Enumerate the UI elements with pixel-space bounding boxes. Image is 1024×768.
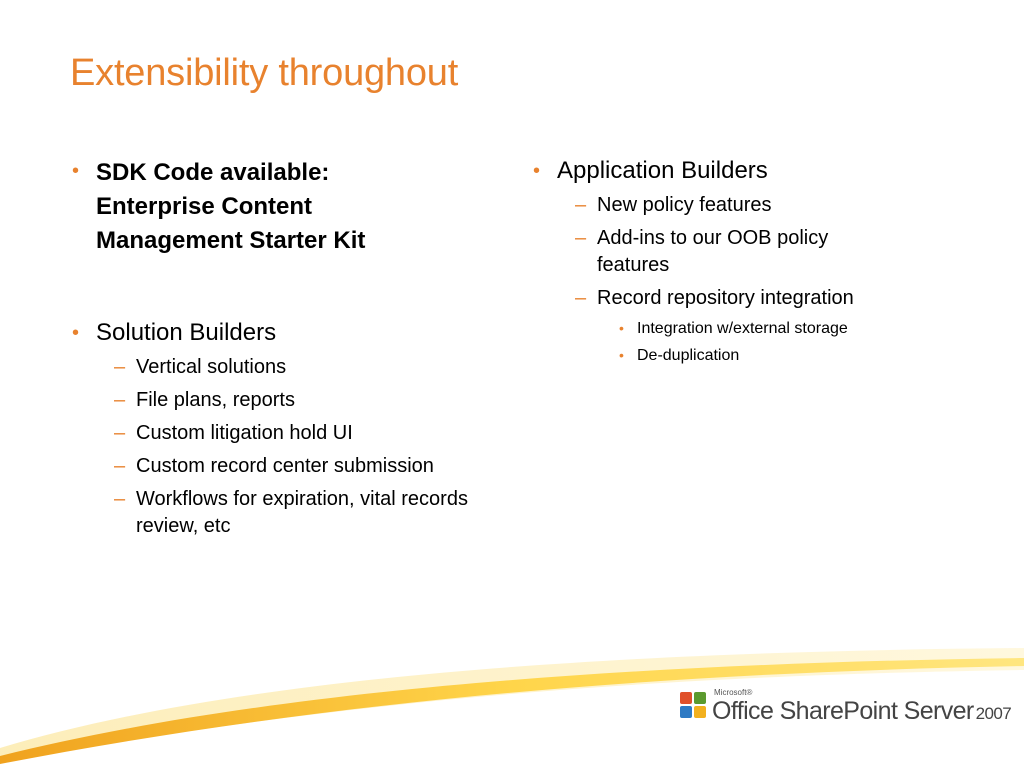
sdk-line-1: SDK Code available: (96, 159, 330, 186)
list-item-text: Vertical solutions (136, 356, 287, 378)
dash-icon: – (575, 287, 587, 309)
sdk-line-2: Enterprise Content (96, 193, 313, 220)
list-item-text: Custom litigation hold UI (136, 422, 353, 444)
list-item (114, 354, 512, 381)
list-item (617, 318, 953, 339)
dash-icon: – (575, 227, 587, 249)
dash-icon: – (114, 356, 126, 378)
bullet-icon: • (619, 320, 624, 336)
dash-icon: – (114, 389, 126, 411)
list-item-text: File plans, reports (136, 389, 295, 411)
left-column (72, 156, 512, 540)
right-column (533, 156, 953, 366)
list-item (617, 345, 953, 366)
sdk-line-3: Management Starter Kit (96, 227, 366, 254)
product-name (712, 697, 1011, 728)
microsoft-label: Microsoft® (714, 688, 753, 697)
list-item-text: Custom record center submission (136, 455, 434, 477)
product-text: Office SharePoint Server (712, 697, 974, 725)
bullet-application-builders (533, 156, 953, 186)
bullet-icon: • (533, 160, 541, 182)
list-item (575, 225, 887, 279)
office-logo-icon (680, 692, 708, 720)
list-item-text: Add-ins to our OOB policy features (597, 227, 829, 276)
product-year: 2007 (975, 704, 1012, 723)
application-builders-list (575, 192, 953, 312)
dash-icon: – (575, 194, 587, 216)
application-builders-label: Application Builders (557, 157, 768, 184)
list-item-text: Record repository integration (597, 287, 854, 309)
bullet-icon: • (619, 347, 624, 363)
bullet-icon: • (72, 322, 80, 344)
bullet-icon: • (72, 160, 80, 182)
list-item (575, 285, 953, 312)
dash-icon: – (114, 488, 126, 510)
repository-sub-list (617, 318, 953, 366)
bullet-solution-builders (72, 318, 512, 348)
list-item-text: New policy features (597, 194, 772, 216)
list-item-text: Integration w/external storage (637, 320, 848, 337)
list-item (575, 192, 953, 219)
dash-icon: – (114, 422, 126, 444)
list-item (114, 420, 512, 447)
slide-title: Extensibility throughout (70, 52, 459, 94)
bullet-sdk-code (72, 156, 512, 258)
list-item-text: De-duplication (637, 347, 740, 364)
list-item (114, 486, 476, 540)
solution-builders-list (114, 354, 512, 540)
office-sharepoint-logo (680, 688, 1012, 728)
list-item (114, 387, 512, 414)
solution-builders-label: Solution Builders (96, 319, 277, 346)
dash-icon: – (114, 455, 126, 477)
sdk-code-text (96, 156, 512, 258)
list-item (114, 453, 512, 480)
list-item-text: Workflows for expiration, vital records review, etc (136, 488, 468, 537)
